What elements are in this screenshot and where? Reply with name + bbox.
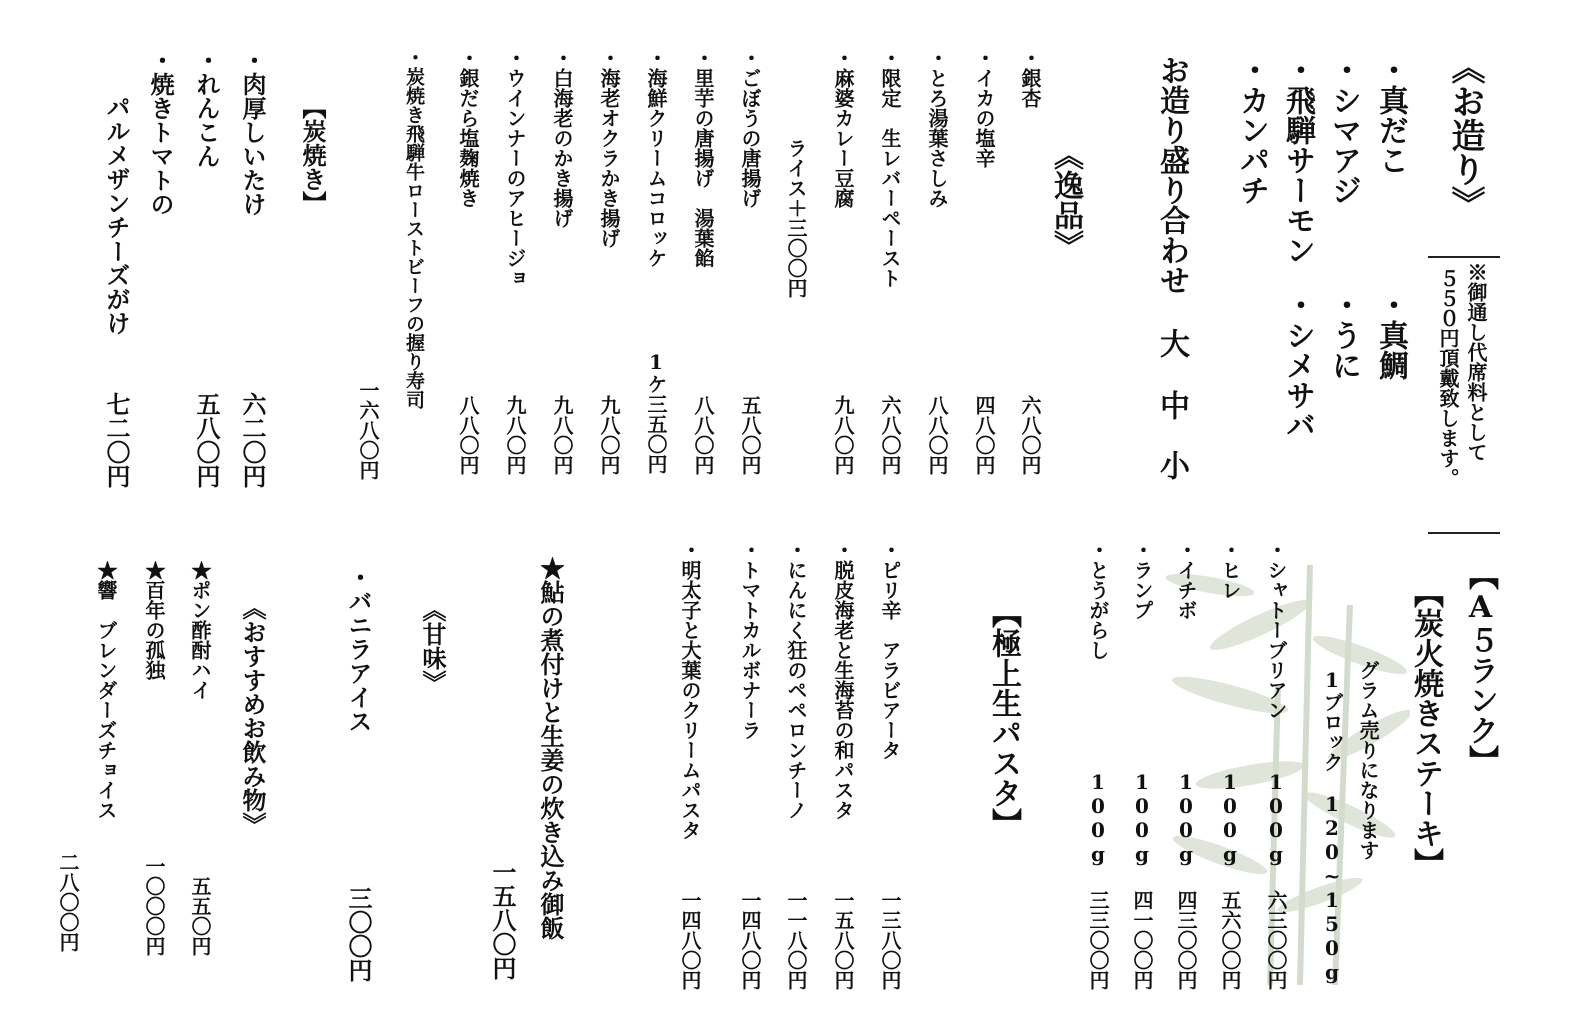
drinks-price-hibiki: 二八〇〇円 [56, 852, 80, 952]
note-rule-top [1428, 256, 1500, 258]
sumiyaki-title: 【炭焼き】 [298, 95, 327, 215]
kanmi-title: 《甘味》 [418, 598, 447, 694]
steak-note-block: 1ブロック 120~150g [1320, 668, 1344, 984]
drinks-title: 《おすすめお飲み物》 [238, 596, 267, 836]
ippin-price-ginnan: 六八〇円 [1018, 395, 1042, 475]
ippin-item-nama-liver: ・限定 生レバーペースト [878, 48, 902, 288]
ippin-price-shiroebi: 九八〇円 [550, 395, 574, 475]
otsukuri-note-line1: ※御通し代席料として [1464, 262, 1488, 462]
kanmi-price-vanilla: 三〇〇円 [344, 886, 373, 982]
otsukuri-size-large: 大 [1154, 328, 1189, 358]
ippin-item-ajillo: ・ウインナーのアヒージョ [503, 48, 527, 288]
ayu-price: 一五八〇円 [488, 860, 517, 980]
steak-price-togarashi: 100g 三三〇〇円 [1086, 770, 1110, 990]
otsukuri-item-kanpachi: ・カンパチ [1234, 55, 1269, 205]
otsukuri-size-medium: 中 [1154, 390, 1189, 420]
ippin-price-satoimo: 八八〇円 [691, 395, 715, 475]
kanmi-item-vanilla: ・バニラアイス [344, 565, 373, 733]
ippin-item-shiroebi: ・白海老のかき揚げ [550, 48, 574, 228]
sumiyaki-item-shiitake: ・肉厚しいたけ [238, 48, 267, 216]
otsukuri-item-madai: ・真鯛 [1373, 290, 1408, 380]
pasta-item-mentaiko: ・明太子と大葉のクリームパスタ [678, 540, 702, 840]
otsukuri-item-shimaaji: ・シマアジ [1326, 55, 1361, 205]
sumiyaki-price-renkon: 五八〇円 [192, 392, 221, 488]
steak-title: 【A５ランク】 [1463, 560, 1498, 775]
ippin-item-roastbeef-sushi: ・炭焼き飛騨牛ローストビーフの握り寿司 [403, 48, 425, 409]
otsukuri-item-uni: ・うに [1326, 290, 1361, 380]
steak-item-chateaubriand: ・シャトーブリアン [1264, 540, 1288, 720]
steak-price-chateaubriand: 100g 六三〇〇円 [1264, 770, 1288, 990]
otsukuri-moriawase: お造り盛り合わせ [1154, 55, 1189, 295]
ippin-price-nama-liver: 六八〇円 [878, 395, 902, 475]
ippin-item-mabo-curry: ・麻婆カレー豆腐 [831, 48, 855, 208]
ippin-price-croquette: 1ケ三五〇円 [644, 350, 668, 474]
sumiyaki-item-renkon: ・れんこん [192, 48, 221, 168]
otsukuri-title: 《お造り》 [1445, 50, 1485, 220]
steak-price-ichibo: 100g 四三〇〇円 [1174, 770, 1198, 990]
otsukuri-item-hida-salmon: ・飛騨サーモン [1280, 55, 1315, 265]
steak-note-gram: グラム売りになります [1356, 660, 1380, 860]
steak-item-ichibo: ・イチボ [1174, 540, 1198, 620]
pasta-price-arrabbiata: 一三八〇円 [878, 890, 902, 990]
ippin-price-ajillo: 九八〇円 [503, 395, 527, 475]
drinks-item-ponzu-chuhai: ★ポン酢酎ハイ [188, 560, 212, 700]
sumiyaki-price-shiitake: 六二〇円 [238, 392, 267, 488]
steak-price-hire: 100g 五六〇〇円 [1218, 770, 1242, 990]
sumiyaki-item-tomato: ・焼きトマトの [146, 48, 175, 216]
ippin-price-gindara: 八八〇円 [456, 395, 480, 475]
steak-item-hire: ・ヒレ [1218, 540, 1242, 600]
ippin-rice-addon: ライス＋三〇〇円 [784, 138, 808, 298]
ippin-price-mabo-curry: 九八〇円 [831, 395, 855, 475]
ippin-price-roastbeef-sushi: 一六八〇円 [356, 380, 380, 480]
ayu-item: ★鮎の煮付けと生姜の炊き込み御飯 [536, 556, 565, 940]
pasta-price-peperoncino: 一一八〇円 [784, 890, 808, 990]
ippin-title: 《逸品》 [1048, 140, 1083, 260]
note-rule-bottom [1428, 532, 1500, 534]
drinks-price-ponzu-chuhai: 五五〇円 [188, 876, 212, 956]
drinks-price-hyakunen: 一〇〇〇円 [142, 856, 166, 956]
pasta-title: 【極上生パスタ】 [986, 598, 1021, 838]
sumiyaki-price-parmesan: 七二〇円 [102, 392, 131, 488]
ippin-item-satoimo: ・里芋の唐揚げ 湯葉餡 [691, 48, 715, 268]
ippin-item-toro-yuba: ・とろ湯葉さしみ [925, 48, 949, 208]
ippin-item-gobo: ・ごぼうの唐揚げ [738, 48, 762, 208]
pasta-item-ebi-nori: ・脱皮海老と生海苔の和パスタ [831, 540, 855, 820]
ippin-item-ebi-okra: ・海老オクラかき揚げ [597, 48, 621, 248]
ippin-item-ginnan: ・銀杏 [1018, 48, 1042, 108]
steak-price-rump: 100g 四一〇〇円 [1130, 770, 1154, 990]
otsukuri-item-madako: ・真だこ [1373, 55, 1408, 175]
pasta-item-carbonara: ・トマトカルボナーラ [738, 540, 762, 740]
drinks-item-hyakunen: ★百年の孤独 [142, 560, 166, 680]
ippin-item-gindara: ・銀だら塩麹焼き [456, 48, 480, 208]
steak-item-togarashi: ・とうがらし [1086, 540, 1110, 660]
otsukuri-item-shimesaba: ・シメサバ [1280, 290, 1315, 440]
otsukuri-note-line2: ５５０円頂戴致します。 [1436, 268, 1460, 488]
ippin-price-ebi-okra: 九八〇円 [597, 395, 621, 475]
pasta-item-arrabbiata: ・ピリ辛 アラビアータ [878, 540, 902, 760]
ippin-price-gobo: 五八〇円 [738, 395, 762, 475]
pasta-price-carbonara: 一四八〇円 [738, 890, 762, 990]
ippin-price-ika-shiokara: 四八〇円 [972, 395, 996, 475]
steak-item-rump: ・ランプ [1130, 540, 1154, 620]
pasta-item-peperoncino: ・にんにく狂のペペロンチーノ [784, 540, 808, 820]
ippin-price-toro-yuba: 八八〇円 [925, 395, 949, 475]
pasta-price-mentaiko: 一四八〇円 [678, 890, 702, 990]
sumiyaki-item-parmesan: パルメザンチーズがけ [102, 95, 131, 335]
ippin-item-ika-shiokara: ・イカの塩辛 [972, 48, 996, 168]
pasta-price-ebi-nori: 一五八〇円 [831, 890, 855, 990]
steak-subtitle: 【炭火焼きステーキ】 [1408, 578, 1443, 878]
otsukuri-size-small: 小 [1154, 450, 1189, 480]
ippin-item-croquette: ・海鮮クリームコロッケ [644, 48, 668, 268]
drinks-item-hibiki: ★響 ブレンダーズチョイス [94, 560, 118, 820]
